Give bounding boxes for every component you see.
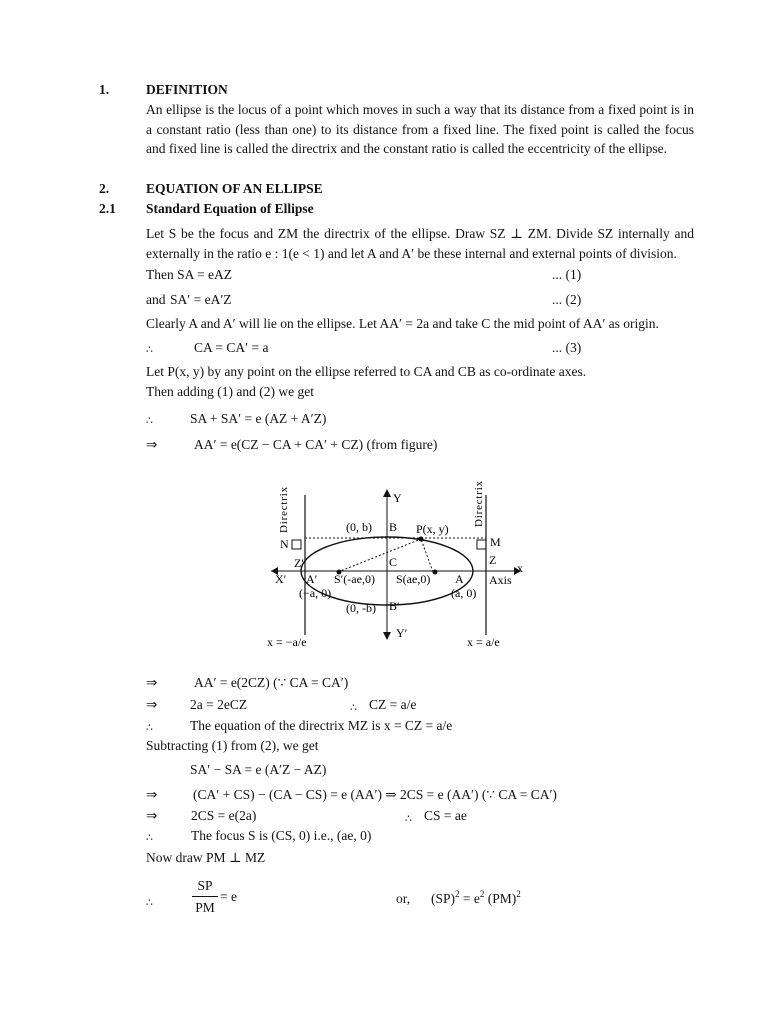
a-prime-coord: (−a, 0) (299, 586, 332, 600)
two-cs-equation: 2CS = e(2a) (191, 808, 257, 823)
b-prime-label: B′ (389, 599, 400, 613)
sum-equation: SA + SA′ = e (AZ + A′Z) (190, 411, 327, 426)
therefore-symbol: ∴ (350, 701, 357, 714)
or-word: or, (396, 891, 411, 906)
s-p-dotted-line (421, 539, 433, 572)
y-axis-arrow-down (383, 632, 391, 640)
z-label: Z (489, 553, 497, 567)
therefore-symbol: ∴ (146, 896, 153, 909)
directrix-equation: The equation of the directrix MZ is x = CZ = a/e (190, 718, 453, 733)
section-2-1-title: Standard Equation of Ellipse (146, 201, 314, 216)
intro-paragraph: Let S be the focus and ZM the directrix of the ellipse. Draw SZ ⊥ ZM. Divide SZ internally and externally in the ratio e : 1(e < 1) and let A and A′ be these internal and external points of division. (146, 226, 694, 261)
y-axis-arrow-up (383, 489, 391, 497)
cs-derivation: (CA′ + CS) − (CA − CS) = e (AA′) ⇒ 2CS = e (AA′) (∵ CA = CA′) (193, 787, 557, 802)
section-2-number: 2. (99, 181, 110, 196)
section-1-number: 1. (99, 82, 110, 97)
aa-prime-equation: AA′ = e(2CZ) (∵ CA = CA′) (194, 675, 349, 690)
b-label: B (389, 520, 398, 534)
y-label: Y (393, 491, 402, 505)
y-prime-label: Y′ (396, 626, 408, 640)
perpendicular-statement: Now draw PM ⊥ MZ (146, 850, 266, 865)
therefore-symbol: ∴ (146, 831, 153, 844)
figure-equation: AA′ = e(CZ − CA + CA′ + CZ) (from figure) (194, 437, 438, 452)
equation-1: Then SA = eAZ (146, 267, 232, 282)
right-directrix-eq: x = a/e (467, 635, 500, 649)
point-p (419, 537, 424, 542)
equation-2: SA′ = eA′Z (170, 292, 232, 307)
b-neg-coord: (0, -b) (346, 601, 376, 615)
cs-equation: CS = ae (424, 808, 467, 823)
and-word: and (146, 292, 166, 307)
therefore-symbol: ∴ (146, 721, 153, 734)
directrix-label-right: Directrix (473, 480, 485, 527)
two-a-equation: 2a = 2eCZ (190, 697, 248, 712)
point-s-right (433, 570, 438, 575)
fraction-bar (192, 896, 218, 897)
difference-equation: SA′ − SA = e (A′Z − AZ) (190, 762, 327, 777)
focus-statement: The focus S is (CS, 0) i.e., (ae, 0) (191, 828, 372, 843)
right-angle-m (477, 540, 486, 549)
p-label: P(x, y) (416, 522, 449, 536)
n-label: N (280, 537, 289, 551)
implies-symbol: ⇒ (146, 437, 158, 453)
sp-dotted-line (338, 539, 421, 572)
c-label: C (389, 555, 398, 569)
implies-symbol: ⇒ (146, 808, 158, 824)
implies-symbol: ⇒ (146, 697, 158, 713)
fraction-denominator: PM (195, 900, 215, 915)
therefore-symbol: ∴ (146, 414, 153, 427)
equation-3-tag: ... (3) (552, 340, 582, 355)
equation-3: CA = CA′ = a (194, 340, 269, 355)
therefore-symbol: ∴ (146, 343, 153, 356)
m-label: M (490, 535, 501, 549)
equation-1-tag: ... (1) (552, 267, 582, 282)
right-angle-n (292, 540, 301, 549)
a-prime-label: A′ (306, 572, 318, 586)
x-prime-label: X′ (275, 572, 287, 586)
x-label: x (517, 561, 523, 575)
z-prime-label: Z′ (294, 556, 304, 570)
cz-equation: CZ = a/e (369, 697, 417, 712)
subtracting-statement: Subtracting (1) from (2), we get (146, 738, 319, 753)
s-label: S(ae,0) (396, 572, 431, 586)
adding-statement: Then adding (1) and (2) we get (146, 384, 314, 399)
squared-equation: $(SP)^2 = e^2$ (PM)$^2$ (431, 889, 521, 906)
equation-2-tag: ... (2) (552, 292, 582, 307)
definition-paragraph: An ellipse is the locus of a point which moves in such a way that its distance from a fixed point is in a constant ratio (less than one) to its distance from a fixed line. The fixed point is called the focus and fixed line is called the directrix and the constant ratio is called the eccentricity of the ellipse. (146, 102, 694, 156)
a-coord: (a, 0) (451, 586, 477, 600)
fraction-rhs: = e (220, 889, 237, 904)
section-1-title: DEFINITION (146, 82, 228, 97)
vertices-statement: Clearly A and A′ will lie on the ellipse. Let AA′ = 2a and take C the mid point of AA′ as origin. (146, 316, 659, 331)
section-2-1-number: 2.1 (99, 201, 116, 216)
fraction-numerator: SP (197, 878, 213, 893)
ellipse-figure (255, 475, 545, 655)
a-label: A (455, 572, 464, 586)
section-2-title: EQUATION OF AN ELLIPSE (146, 181, 323, 196)
implies-symbol: ⇒ (146, 675, 158, 691)
left-directrix-eq: x = −a/e (267, 635, 307, 649)
point-statement: Let P(x, y) by any point on the ellipse referred to CA and CB as co-ordinate axes. (146, 364, 587, 379)
b-coord-label: (0, b) (346, 520, 372, 534)
implies-symbol: ⇒ (146, 787, 158, 803)
directrix-label-left: Directrix (278, 486, 290, 533)
therefore-symbol: ∴ (405, 812, 412, 825)
s-prime-label: S′(-ae,0) (334, 572, 375, 586)
axis-label: Axis (489, 573, 512, 587)
